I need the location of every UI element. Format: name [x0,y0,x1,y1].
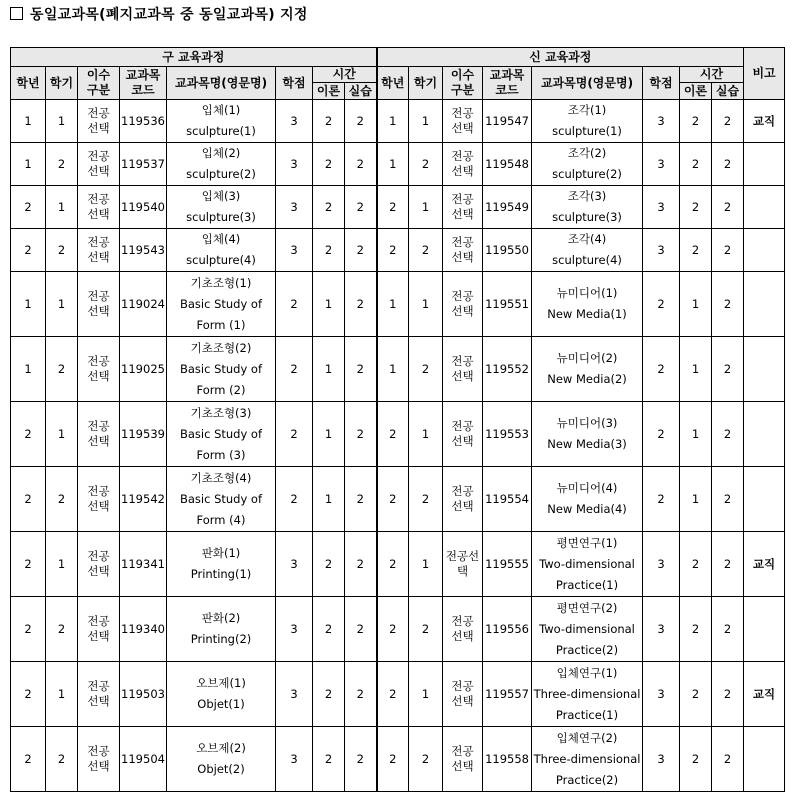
old-year-cell: 2 [11,467,46,532]
old-year-cell: 2 [11,229,46,272]
new-name-cell: 뉴미디어(1) New Media(1) [532,272,643,337]
new-code-cell: 119550 [483,229,532,272]
old-semester-cell: 1 [46,272,78,337]
old-code-header: 교과목 코드 [120,67,167,100]
old-year-cell: 2 [11,532,46,597]
new-credit-cell: 3 [643,143,680,186]
new-year-cell: 1 [377,272,409,337]
old-credit-cell: 3 [276,532,313,597]
old-credit-cell: 3 [276,597,313,662]
new-year-cell: 1 [377,100,409,143]
new-code-cell: 119553 [483,402,532,467]
old-year-cell: 1 [11,143,46,186]
old-code-cell: 119536 [120,100,167,143]
new-name-header: 교과목명(영문명) [532,67,643,100]
old-name-cell: 오브제(1) Objet(1) [167,662,276,727]
new-theory-cell: 2 [680,597,712,662]
new-year-cell: 1 [377,143,409,186]
new-type-cell: 전공 선택 [443,467,483,532]
note-cell [744,143,785,186]
table-row [11,143,785,186]
old-type-cell: 전공 선택 [78,186,120,229]
old-type-cell: 전공 선택 [78,229,120,272]
new-credit-cell: 2 [643,467,680,532]
page-title-text: 동일교과목(폐지교과목 중 동일교과목) 지정 [30,7,308,23]
old-code-cell: 119540 [120,186,167,229]
old-type-cell: 전공 선택 [78,143,120,186]
old-year-cell: 2 [11,597,46,662]
old-semester-header: 학기 [46,67,78,100]
new-credit-cell: 3 [643,100,680,143]
old-year-cell: 1 [11,100,46,143]
old-theory-cell: 1 [313,402,345,467]
new-practice-cell: 2 [712,402,744,467]
new-semester-cell: 1 [409,532,443,597]
old-name-cell: 입체(3) sculpture(3) [167,186,276,229]
note-header: 비고 [744,48,785,100]
new-code-cell: 119551 [483,272,532,337]
old-type-cell: 전공 선택 [78,727,120,792]
new-practice-cell: 2 [712,337,744,402]
new-credit-cell: 3 [643,727,680,792]
old-year-cell: 2 [11,402,46,467]
old-code-cell: 119537 [120,143,167,186]
note-cell [744,402,785,467]
new-type-cell: 전공 선택 [443,272,483,337]
new-credit-cell: 3 [643,597,680,662]
old-practice-cell: 2 [345,143,377,186]
table-body [11,100,785,792]
table-row [11,186,785,229]
old-theory-header: 이론 [313,83,345,100]
old-practice-cell: 2 [345,662,377,727]
new-theory-cell: 2 [680,229,712,272]
new-practice-cell: 2 [712,229,744,272]
note-cell [744,727,785,792]
new-name-cell: 평면연구(1) Two-dimensional Practice(1) [532,532,643,597]
old-semester-cell: 1 [46,532,78,597]
new-practice-cell: 2 [712,662,744,727]
old-hours-header: 시간 [313,67,377,83]
note-cell: 교직 [744,662,785,727]
old-year-cell: 1 [11,337,46,402]
new-credit-cell: 3 [643,186,680,229]
new-credit-cell: 3 [643,532,680,597]
old-name-cell: 판화(1) Printing(1) [167,532,276,597]
old-code-cell: 119504 [120,727,167,792]
old-theory-cell: 2 [313,143,345,186]
new-type-cell: 전공 선택 [443,143,483,186]
old-year-cell: 1 [11,272,46,337]
new-code-cell: 119557 [483,662,532,727]
new-year-cell: 2 [377,727,409,792]
old-type-header: 이수 구분 [78,67,120,100]
new-theory-cell: 1 [680,272,712,337]
table-row [11,467,785,532]
new-year-cell: 2 [377,402,409,467]
new-semester-cell: 1 [409,186,443,229]
note-cell [744,229,785,272]
old-name-cell: 입체(2) sculpture(2) [167,143,276,186]
new-theory-cell: 1 [680,467,712,532]
old-name-cell: 판화(2) Printing(2) [167,597,276,662]
old-semester-cell: 1 [46,100,78,143]
old-semester-cell: 2 [46,467,78,532]
old-practice-header: 실습 [345,83,377,100]
new-credit-cell: 2 [643,272,680,337]
old-name-cell: 기초조형(1) Basic Study of Form (1) [167,272,276,337]
table-row [11,272,785,337]
old-year-cell: 2 [11,727,46,792]
new-name-cell: 뉴미디어(3) New Media(3) [532,402,643,467]
old-name-cell: 기초조형(2) Basic Study of Form (2) [167,337,276,402]
table-row [11,727,785,792]
old-theory-cell: 2 [313,662,345,727]
new-name-cell: 입체연구(1) Three-dimensional Practice(1) [532,662,643,727]
new-credit-cell: 3 [643,229,680,272]
old-code-cell: 119340 [120,597,167,662]
new-year-cell: 2 [377,662,409,727]
new-practice-header: 실습 [712,83,744,100]
checkbox-square-icon [10,7,23,20]
old-type-cell: 전공 선택 [78,337,120,402]
table-row [11,100,785,143]
old-type-cell: 전공 선택 [78,100,120,143]
old-practice-cell: 2 [345,186,377,229]
table-row [11,532,785,597]
new-semester-cell: 1 [409,662,443,727]
new-credit-header: 학점 [643,67,680,100]
new-year-cell: 2 [377,467,409,532]
new-name-cell: 입체연구(2) Three-dimensional Practice(2) [532,727,643,792]
old-name-header: 교과목명(영문명) [167,67,276,100]
old-theory-cell: 2 [313,100,345,143]
old-credit-cell: 2 [276,402,313,467]
new-year-cell: 2 [377,597,409,662]
new-type-cell: 전공 선택 [443,402,483,467]
new-semester-cell: 1 [409,272,443,337]
old-practice-cell: 2 [345,272,377,337]
old-year-header: 학년 [11,67,46,100]
new-name-cell: 조각(3) sculpture(3) [532,186,643,229]
old-name-cell: 입체(4) sculpture(4) [167,229,276,272]
new-practice-cell: 2 [712,467,744,532]
new-year-cell: 2 [377,532,409,597]
new-semester-cell: 2 [409,467,443,532]
new-semester-cell: 1 [409,100,443,143]
new-theory-cell: 2 [680,532,712,597]
old-practice-cell: 2 [345,337,377,402]
new-type-cell: 전공 선택 [443,597,483,662]
new-name-cell: 조각(2) sculpture(2) [532,143,643,186]
old-theory-cell: 2 [313,727,345,792]
new-practice-cell: 2 [712,727,744,792]
old-practice-cell: 2 [345,597,377,662]
old-code-cell: 119025 [120,337,167,402]
new-semester-header: 학기 [409,67,443,100]
old-theory-cell: 2 [313,229,345,272]
table-row [11,597,785,662]
old-semester-cell: 2 [46,597,78,662]
new-semester-cell: 2 [409,727,443,792]
old-credit-cell: 3 [276,186,313,229]
new-type-cell: 전공 선택 [443,186,483,229]
old-name-cell: 오브제(2) Objet(2) [167,727,276,792]
new-practice-cell: 2 [712,143,744,186]
new-theory-header: 이론 [680,83,712,100]
old-type-cell: 전공 선택 [78,597,120,662]
old-curriculum-header: 구 교육과정 [11,48,377,67]
old-credit-cell: 3 [276,662,313,727]
old-code-cell: 119539 [120,402,167,467]
new-type-cell: 전공 선택 [443,100,483,143]
new-name-cell: 평면연구(2) Two-dimensional Practice(2) [532,597,643,662]
old-semester-cell: 1 [46,402,78,467]
old-credit-cell: 2 [276,272,313,337]
old-name-cell: 입체(1) sculpture(1) [167,100,276,143]
table-row [11,662,785,727]
new-name-cell: 조각(1) sculpture(1) [532,100,643,143]
old-practice-cell: 2 [345,467,377,532]
old-type-cell: 전공 선택 [78,402,120,467]
new-code-cell: 119556 [483,597,532,662]
new-theory-cell: 1 [680,337,712,402]
old-practice-cell: 2 [345,532,377,597]
new-theory-cell: 2 [680,727,712,792]
page-title [10,4,308,24]
new-code-cell: 119554 [483,467,532,532]
old-semester-cell: 1 [46,186,78,229]
new-code-cell: 119548 [483,143,532,186]
old-year-cell: 2 [11,186,46,229]
new-code-cell: 119547 [483,100,532,143]
new-theory-cell: 2 [680,662,712,727]
new-year-cell: 2 [377,186,409,229]
old-credit-cell: 3 [276,143,313,186]
old-credit-cell: 3 [276,229,313,272]
new-practice-cell: 2 [712,597,744,662]
old-code-cell: 119543 [120,229,167,272]
table-row [11,337,785,402]
new-theory-cell: 2 [680,100,712,143]
old-credit-cell: 3 [276,100,313,143]
new-semester-cell: 1 [409,402,443,467]
new-type-cell: 전공 선택 [443,229,483,272]
old-practice-cell: 2 [345,727,377,792]
old-semester-cell: 2 [46,337,78,402]
old-type-cell: 전공 선택 [78,532,120,597]
new-name-cell: 뉴미디어(2) New Media(2) [532,337,643,402]
table-row [11,402,785,467]
note-cell [744,272,785,337]
old-theory-cell: 2 [313,597,345,662]
old-credit-cell: 3 [276,727,313,792]
old-theory-cell: 1 [313,467,345,532]
new-type-header: 이수 구분 [443,67,483,100]
note-cell [744,467,785,532]
old-practice-cell: 2 [345,402,377,467]
new-year-cell: 1 [377,337,409,402]
new-type-cell: 전공 선택 [443,337,483,402]
new-semester-cell: 2 [409,337,443,402]
old-theory-cell: 1 [313,272,345,337]
note-cell [744,337,785,402]
old-credit-header: 학점 [276,67,313,100]
new-theory-cell: 1 [680,402,712,467]
new-credit-cell: 2 [643,337,680,402]
new-type-cell: 전공선 택 [443,532,483,597]
note-cell: 교직 [744,100,785,143]
new-name-cell: 뉴미디어(4) New Media(4) [532,467,643,532]
new-semester-cell: 2 [409,597,443,662]
new-code-header: 교과목 코드 [483,67,532,100]
old-type-cell: 전공 선택 [78,662,120,727]
new-type-cell: 전공 선택 [443,662,483,727]
old-code-cell: 119542 [120,467,167,532]
new-code-cell: 119549 [483,186,532,229]
new-credit-cell: 2 [643,402,680,467]
new-semester-cell: 2 [409,143,443,186]
new-theory-cell: 2 [680,186,712,229]
old-type-cell: 전공 선택 [78,467,120,532]
new-semester-cell: 2 [409,229,443,272]
note-cell [744,186,785,229]
old-year-cell: 2 [11,662,46,727]
new-practice-cell: 2 [712,100,744,143]
new-type-cell: 전공 선택 [443,727,483,792]
old-credit-cell: 2 [276,467,313,532]
old-code-cell: 119341 [120,532,167,597]
new-theory-cell: 2 [680,143,712,186]
new-practice-cell: 2 [712,186,744,229]
new-code-cell: 119555 [483,532,532,597]
note-cell: 교직 [744,532,785,597]
old-name-cell: 기초조형(3) Basic Study of Form (3) [167,402,276,467]
new-curriculum-header: 신 교육과정 [377,48,744,67]
new-code-cell: 119552 [483,337,532,402]
old-theory-cell: 2 [313,532,345,597]
old-code-cell: 119024 [120,272,167,337]
table-row [11,229,785,272]
new-practice-cell: 2 [712,532,744,597]
old-theory-cell: 2 [313,186,345,229]
new-code-cell: 119558 [483,727,532,792]
old-semester-cell: 2 [46,229,78,272]
course-equivalence-table [10,47,785,792]
old-credit-cell: 2 [276,337,313,402]
note-cell [744,597,785,662]
old-code-cell: 119503 [120,662,167,727]
old-practice-cell: 2 [345,229,377,272]
old-semester-cell: 2 [46,727,78,792]
old-semester-cell: 2 [46,143,78,186]
new-hours-header: 시간 [680,67,744,83]
old-practice-cell: 2 [345,100,377,143]
new-year-cell: 2 [377,229,409,272]
new-practice-cell: 2 [712,272,744,337]
old-semester-cell: 1 [46,662,78,727]
new-year-header: 학년 [377,67,409,100]
old-name-cell: 기초조형(4) Basic Study of Form (4) [167,467,276,532]
new-credit-cell: 3 [643,662,680,727]
old-type-cell: 전공 선택 [78,272,120,337]
old-theory-cell: 1 [313,337,345,402]
new-name-cell: 조각(4) sculpture(4) [532,229,643,272]
